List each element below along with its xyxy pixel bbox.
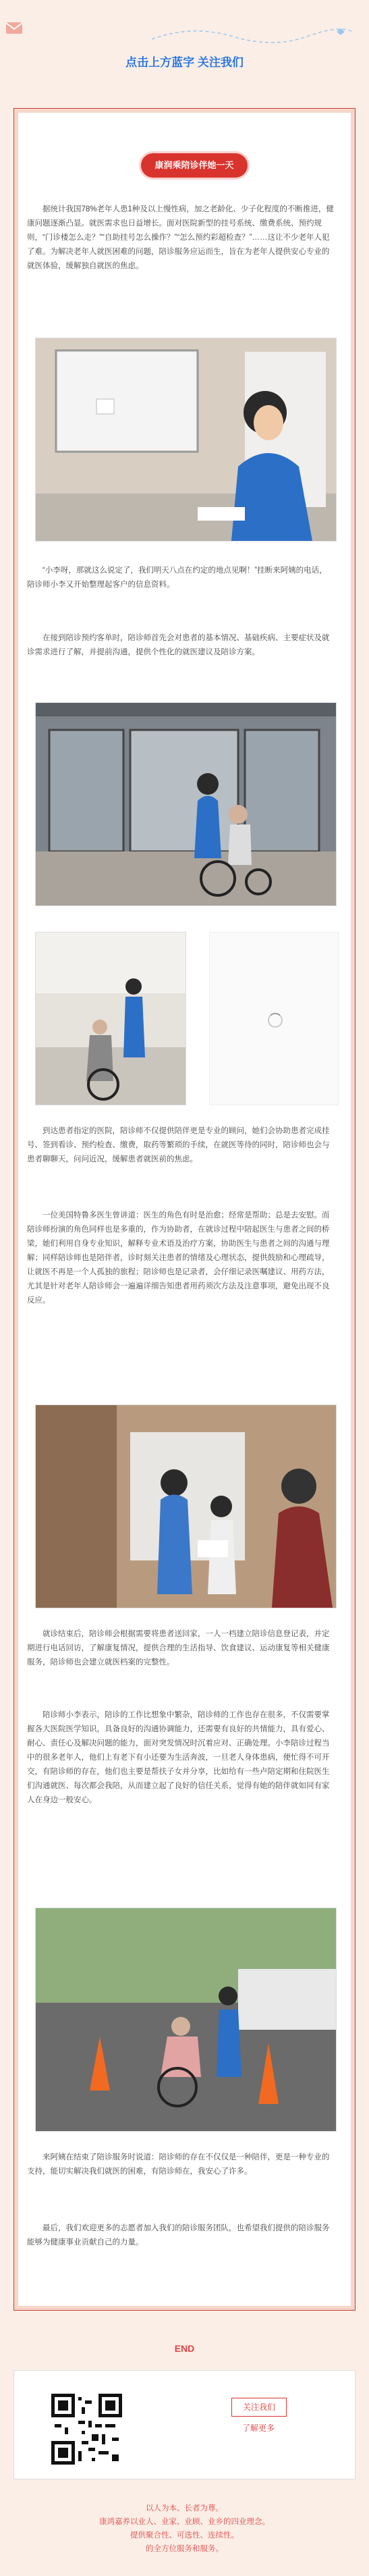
loading-spinner-icon <box>268 1013 283 1028</box>
end-label: END <box>174 2343 195 2354</box>
footer-card <box>13 2370 356 2479</box>
qr-code-icon <box>51 2394 122 2465</box>
follow-us-link[interactable]: 点击上方蓝字 关注我们 <box>125 56 244 69</box>
dashed-decoration <box>152 27 354 46</box>
slogan-line: 康鸿嘉养以业人、业家、业顾、业乡的四业理念。 <box>99 2518 270 2526</box>
image-loading-placeholder <box>209 932 339 1105</box>
photo-street-wheelchair <box>35 1908 337 2132</box>
slogan-line: 提供聚合性、可选性、连续性。 <box>130 2531 239 2540</box>
paragraph-plan: 在接到陪诊预约客单时，陪诊师首先会对患者的基本情况、基础疾病、主要症状及就诊需求进行了解，并提前沟通，提供个性化的就医建议及陪诊方案。 <box>27 634 330 656</box>
photo-hospital-lobby <box>35 932 186 1105</box>
photo-consultation <box>35 1404 337 1608</box>
envelope-icon <box>4 18 24 38</box>
paragraph-call: “小李呀，那就这么说定了，我们明天八点在约定的地点见啊！”挂断来阿姨的电话，陪诊师小李又开始整理起客户的信息资料。 <box>27 567 327 589</box>
learn-more-link[interactable]: 了解更多 <box>242 2423 275 2433</box>
paragraph-roles: 一位美国特鲁多医生曾讲道：医生的角色有时是治愈；经常是帮助；总是去安慰。而陪诊师扮演的角色同样也是多重的，作为协助者，在就诊过程中陪起医生与患者之间的桥梁，她们利用自身专业知识，解释专业术语及治疗方案，协助医生与患者之间的沟通与理解；同样陪诊师也是陪伴者，诊时刻关注患者的情绪及心理状态，提供鼓励和心理疏导，让就医不再是一个人孤独的旅程；陪诊师也是记录者，会仔细记录医嘱建议、用药方法，尤其是针对老年人陪诊师会一遍遍详细告知患者用药须次方法及注意事项，避免出现不良反应。 <box>27 1211 330 1305</box>
slogan-line: 以人为本、长者为尊。 <box>146 2504 223 2513</box>
photo-hospital-entrance <box>35 702 337 906</box>
article-title: 康润乘陪诊伴她一天 <box>141 153 248 178</box>
paragraph-closing: 最后，我们欢迎更多的志愿者加入我们的陪诊服务团队，也希望我们提供的陪诊服务能够为健康事业贡献自己的力量。 <box>27 2224 330 2246</box>
paragraph-hospital: 到达患者指定的医院，陪诊师不仅提供陪伴更是专业的顾问，她们会协助患者完成挂号、签到看诊、预约检查、缴费，取药等繁琐的手续，在就医等待的同时，陪诊师也会与患者聊聊天，问问近况，缓解患者就医前的焦虑。 <box>27 1127 330 1163</box>
slogan-line: 的全方位服务和服务。 <box>146 2545 223 2553</box>
paragraph-followup: 就诊结束后，陪诊师会根据需要将患者送回家，一人一档建立陪诊信息登记表，并定期进行电话回访，了解康复情况，提供合理的生活指导、饮食建议、运动康复等相关健康服务，陪诊师也会建立就医档案的完整性。 <box>27 1630 330 1666</box>
slogan <box>0 2502 369 2556</box>
paragraph-intro: 据统计我国78%老年人患1种及以上慢性病，加之老龄化、少子化程度的不断推进，健康问题逐渐凸显。就医需求也日益增长。面对医院新型的挂号系统、缴费系统、预约规则，“门诊楼怎么走？”“自助挂号怎么操作？”“怎么预约彩超检查？”……这让不少老年人犯了难。为解决老年人就医困难的问题，陪诊服务应运而生，旨在为老年人提供安心专业的就医体验，缓解独自就医的焦虑。 <box>27 205 334 270</box>
photo-phone-call <box>35 338 337 542</box>
follow-us-button[interactable]: 关注我们 <box>231 2398 287 2417</box>
paragraph-testimonial: 来阿姨在结束了陪诊服务时说道：陪诊师的存在不仅仅是一种陪伴，更是一种专业的支持，能切实解决我们就医的困难，有陪诊师在，我安心了许多。 <box>27 2153 330 2176</box>
header <box>0 0 369 81</box>
paragraph-interview: 陪诊师小李表示，陪诊的工作比想象中繁杂，陪诊师的工作也存在很多，不仅需要掌握各大医院医学知识，具备良好的沟通协调能力，还需要有良好的共情能力，具有爱心、耐心、责任心及解决问题的能力，面对突发情况时沉着应对、正确处理。小李陪诊过程当中的很多老年人，他们上有老下有小还要为生活奔波，一旦老人身体患病，便忙得不可开交，有陪诊师的存在，他们也主要是帮扶子女并分享，比如给有一些卢陪定期和住院医生们沟通就医、每次都会我陪，从而建立起了良好的信任关系，觉得有她的陪伴就如同有家人在身边一般安心。 <box>27 1711 330 1804</box>
